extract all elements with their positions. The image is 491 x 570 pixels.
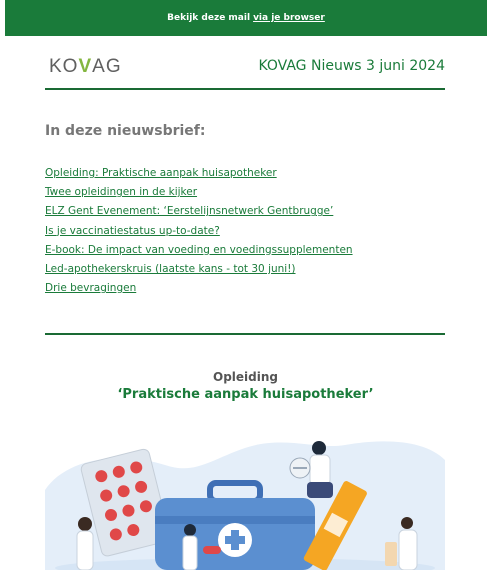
view-in-browser-text: Bekijk deze mail: [167, 13, 251, 23]
kovag-logo[interactable]: KOVAG: [49, 56, 122, 77]
toc-link[interactable]: Led-apothekerskruis (laatste kans - tot 30 juni!): [45, 263, 296, 276]
view-in-browser-bar: [5, 0, 487, 36]
toc-divider: [45, 333, 445, 335]
view-in-browser-link[interactable]: via je browser: [253, 13, 325, 23]
toc-link[interactable]: Opleiding: Praktische aanpak huisapotheker: [45, 167, 277, 179]
toc-list: [45, 164, 353, 298]
toc-link[interactable]: Twee opleidingen in de kijker: [45, 186, 198, 199]
issue-title: KOVAG Nieuws 3 juni 2024: [258, 58, 445, 74]
toc-heading: In deze nieuwsbrief:: [45, 123, 206, 139]
newsletter-header: [45, 54, 445, 88]
section-title: ‘Praktische aanpak huisapotheker’: [117, 387, 374, 402]
toc-link[interactable]: ELZ Gent Evenement: ‘Eerstelijnsnetwerk Gentbrugge’: [45, 205, 334, 218]
toc-link[interactable]: Drie bevragingen: [45, 282, 137, 295]
pharmacy-first-aid-illustration: [45, 420, 445, 570]
header-divider: [45, 88, 445, 90]
section-kicker: Opleiding: [213, 370, 278, 384]
toc-link[interactable]: E-book: De impact van voeding en voedingssupplementen: [45, 243, 353, 256]
toc-link[interactable]: Is je vaccinatiestatus up-to-date?: [45, 224, 220, 237]
